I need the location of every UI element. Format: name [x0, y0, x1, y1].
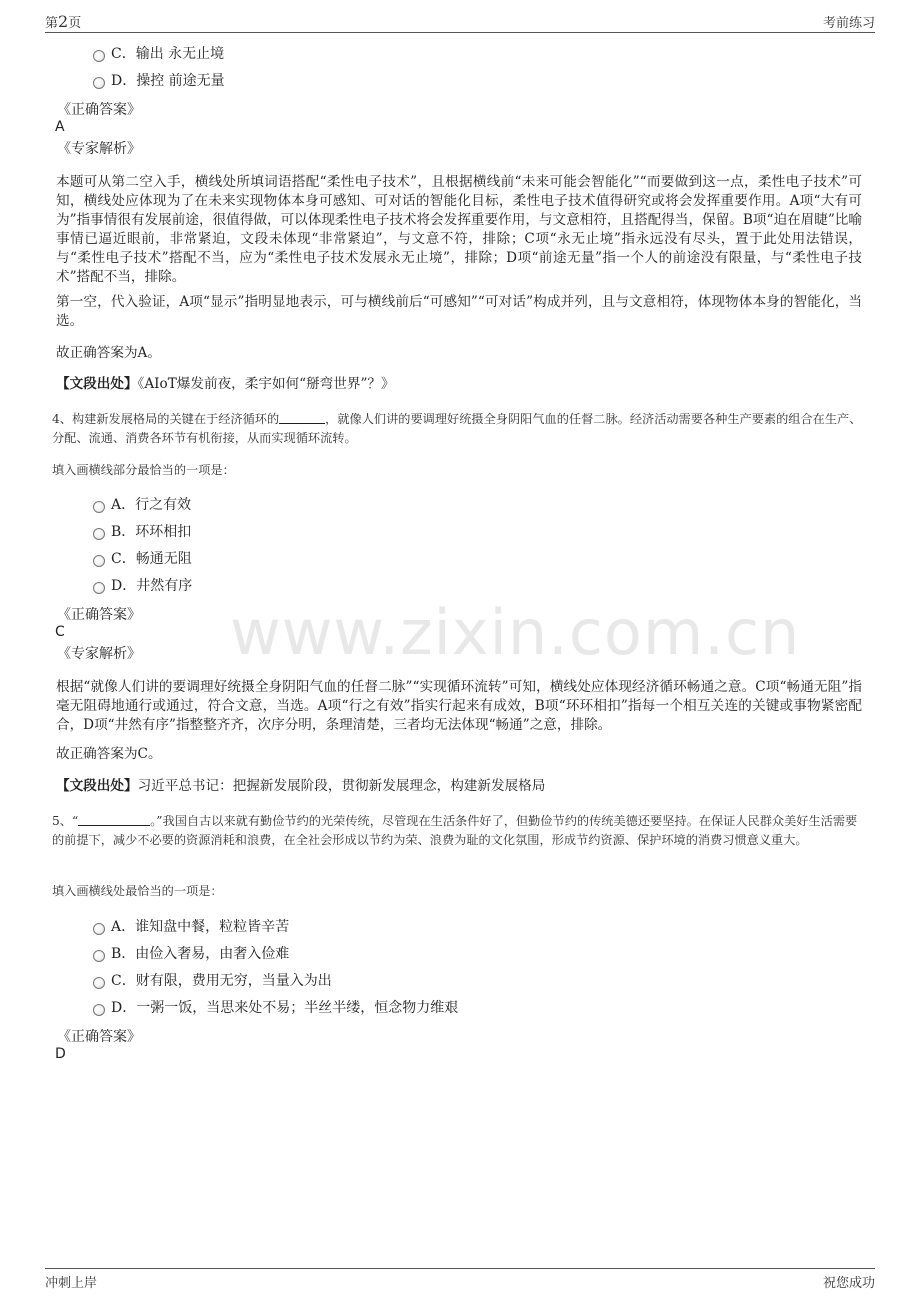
stem-text: ，就像人们讲的要调理好统摄全身阴阳气血的任督二脉。经济活动需要各种生产要素的组合在生产、分配、流通、消费各环节有机衔接，从而实现循环流转。	[52, 412, 862, 445]
q3-analysis-paragraph-2: 第一空，代入验证，A项“显示”指明显地表示，可与横线前后“可感知”“可对话”构成并列，且与文意相符，体现物体本身的智能化，当选。	[56, 294, 862, 329]
q5-prompt: 填入画横线处最恰当的一项是：	[52, 884, 223, 898]
option-text: 环环相扣	[135, 524, 192, 540]
radio-icon[interactable]	[93, 50, 105, 62]
option-letter: A．	[111, 497, 136, 513]
option-letter: C．	[111, 973, 136, 989]
q5-option-a[interactable]	[93, 917, 289, 937]
option-text: 输出 永无止境	[135, 46, 225, 62]
q5-option-d[interactable]	[93, 998, 458, 1018]
option-letter: D．	[111, 1000, 137, 1016]
option-letter: C．	[111, 551, 136, 567]
source-text: 《AIoT爆发前夜，柔宇如何“掰弯世界”？》	[137, 376, 395, 392]
q3-source	[56, 375, 395, 394]
option-text: 谁知盘中餐，粒粒皆辛苦	[135, 919, 290, 935]
page-header	[45, 12, 875, 33]
q3-option-d[interactable]	[93, 71, 225, 91]
source-label: 【文段出处】	[56, 778, 138, 794]
q3-answer-label: 《正确答案》	[57, 102, 141, 118]
q4-analysis-paragraph-1: 根据“就像人们讲的要调理好统摄全身阴阳气血的任督二脉”“实现循环流转”可知，横线处应体现经济循环畅通之意。C项“畅通无阻”指毫无阻碍地通行或通过，符合文意，当选。A项“行之有效”指实行起来有成效，B项“环环相扣”指每一个相互关连的关键或事物紧密配合，D项“井然有序”指整整齐齐，次序分明，条理清楚，三者均无法体现“畅通”之意，排除。	[56, 679, 862, 733]
option-text: 行之有效	[135, 497, 192, 513]
option-text: 操控 前途无量	[136, 73, 225, 89]
q4-option-b[interactable]	[93, 522, 191, 542]
footer-left: 冲刺上岸	[45, 1276, 98, 1291]
q4-analysis-label: 《专家解析》	[57, 646, 141, 662]
q4-option-d[interactable]	[93, 576, 192, 596]
radio-icon[interactable]	[93, 1004, 105, 1016]
q3-answer: A	[55, 119, 65, 135]
radio-icon[interactable]	[93, 528, 105, 540]
radio-icon[interactable]	[93, 977, 105, 989]
page-number	[45, 12, 81, 31]
option-letter: A．	[111, 919, 136, 935]
q3-option-c[interactable]	[93, 44, 224, 64]
page-number-suffix: 页	[68, 16, 82, 31]
option-letter: D．	[111, 73, 137, 89]
q5-answer-label: 《正确答案》	[57, 1029, 141, 1045]
option-text: 一粥一饭，当思来处不易；半丝半缕，恒念物力维艰	[136, 1000, 459, 1016]
q3-analysis-paragraph-1: 本题可从第二空入手，横线处所填词语搭配“柔性电子技术”，且根据横线前“未来可能会智能化”“而要做到这一点，柔性电子技术”可知，横线处应体现为了在未来实现物体本身可感知、可对话的智能化目标，柔性电子技术值得研究或将会发挥重要作用。A项“大有可为”指事情很有发展前途，很值得做，可以体现柔性电子技术将会发挥重要作用，与文意相符，且搭配得当，保留。B项“迫在眉睫”比喻事情已逼近眼前，非常紧迫，文段未体现“非常紧迫”，与文意不符，排除；C项“永无止境”指永远没有尽头，置于此处用法错误，与“柔性电子技术”搭配不当，应为“柔性电子技术发展永无止境”，排除；D项“前途无量”指一个人的前途没有限量，与“柔性电子技术”搭配不当，排除。	[56, 174, 862, 285]
radio-icon[interactable]	[93, 923, 105, 935]
footer-right: 祝您成功	[822, 1276, 875, 1291]
source-text: 习近平总书记：把握新发展阶段，贯彻新发展理念，构建新发展格局	[137, 778, 546, 794]
fill-blank	[279, 410, 325, 424]
q4-source	[56, 777, 545, 796]
watermark: www.zixin.com.cn	[230, 596, 801, 669]
header-title: 考前练习	[822, 16, 875, 31]
page-footer	[45, 1268, 875, 1290]
q4-conclusion: 故正确答案为C。	[56, 746, 162, 762]
radio-icon[interactable]	[93, 582, 105, 594]
q4-option-c[interactable]	[93, 549, 192, 569]
radio-icon[interactable]	[93, 555, 105, 567]
q4-answer: C	[55, 624, 65, 640]
q4-option-a[interactable]	[93, 495, 191, 515]
radio-icon[interactable]	[93, 77, 105, 89]
source-label: 【文段出处】	[56, 376, 138, 392]
q5-stem	[52, 812, 864, 850]
q5-answer: D	[55, 1046, 66, 1062]
q5-option-b[interactable]	[93, 944, 289, 964]
q3-conclusion: 故正确答案为A。	[56, 345, 161, 361]
option-letter: D．	[111, 578, 137, 594]
radio-icon[interactable]	[93, 950, 105, 962]
q4-stem	[52, 410, 864, 448]
stem-text: 5、“	[52, 814, 79, 828]
option-text: 由俭入奢易，由奢入俭难	[135, 946, 290, 962]
q5-option-c[interactable]	[93, 971, 332, 991]
option-text: 畅通无阻	[135, 551, 192, 567]
option-letter: C．	[111, 46, 136, 62]
q4-answer-label: 《正确答案》	[57, 607, 141, 623]
stem-text: 。”我国自古以来就有勤俭节约的光荣传统，尽管现在生活条件好了，但勤俭节约的传统美德还要坚持。在保证人民群众美好生活需要的前提下，减少不必要的资源消耗和浪费，在全社会形成以节约为荣、浪费为耻的文化氛围，形成节约资源、保护环境的消费习惯意义重大。	[52, 814, 858, 847]
stem-text: 4、构建新发展格局的关键在于经济循环的	[52, 412, 280, 426]
page-number-value: 2	[58, 12, 69, 31]
option-letter: B．	[111, 524, 136, 540]
q4-prompt: 填入画横线部分最恰当的一项是：	[52, 463, 235, 477]
option-text: 财有限，费用无穷，当量入为出	[135, 973, 332, 989]
option-text: 井然有序	[136, 578, 193, 594]
q3-analysis-label: 《专家解析》	[57, 141, 141, 157]
option-letter: B．	[111, 946, 136, 962]
fill-blank	[78, 812, 150, 826]
page-number-prefix: 第	[45, 16, 59, 31]
radio-icon[interactable]	[93, 501, 105, 513]
